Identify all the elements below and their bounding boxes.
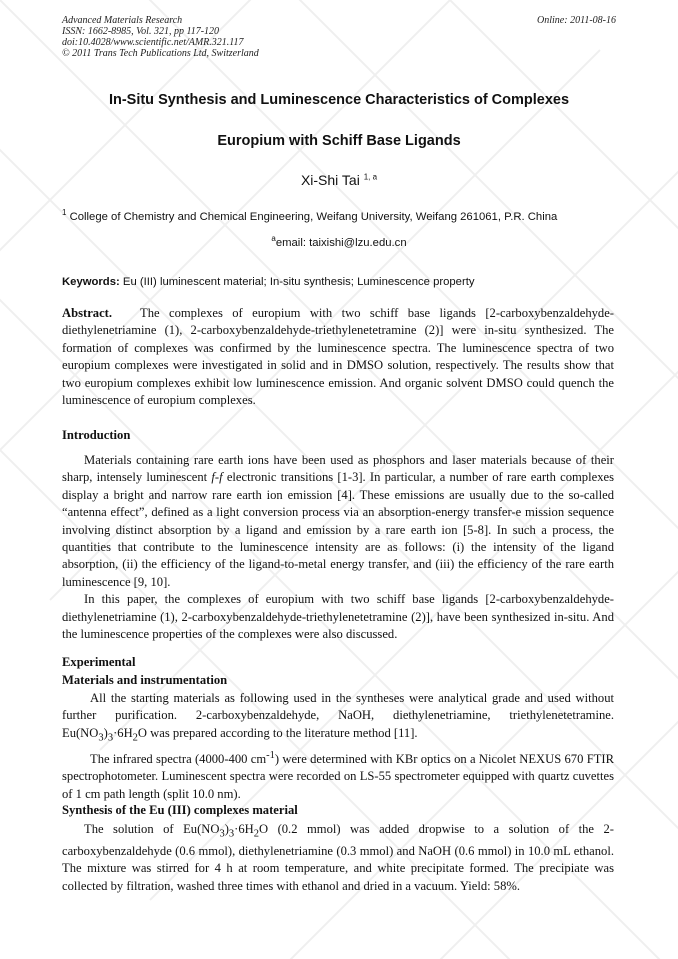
materials-paragraph-1: All the starting materials as following used in the syntheses were analytical grade and used without further purification. 2-carboxybenzaldehyde, NaOH, diethylenetriamine, triethylenetetramine. $Eu(NO_3)_3\cdot 6H_2O$ was prepared according to the literature method [11]. — [62, 691, 614, 744]
author-affiliation-marker: 1, a — [363, 172, 378, 182]
keywords-label: Keywords: — [62, 276, 120, 288]
paper-title-line-1: In-Situ Synthesis and Luminescence Characteristics of Complexes — [108, 92, 570, 108]
author-name: Xi-Shi Tai — [300, 172, 360, 188]
author-email — [62, 234, 616, 249]
abstract-label: Abstract. — [62, 306, 113, 320]
materials-subheading: Materials and instrumentation — [62, 673, 228, 687]
materials-paragraph-2: The infrared spectra (4000-400 $cm^{-1}$) were determined with KBr optics on a Nicolet NEXUS 670 FTIR spectrophotometer. Luminescent spectra were recorded on LS-55 spectrometer equipped with quartz cuvettes of 1 cm path length (split 10.0 nm). — [62, 749, 614, 801]
introduction-heading: Introduction — [62, 428, 131, 442]
synthesis-paragraph: The solution of $Eu(NO_3)_3\cdot 6H_2O$ (0.2 mmol) was added dropwise to a solution of the 2-carboxybenzaldehyde (0.6 mmol), diethylenetriamine (0.3 mmol) and NaOH (0.6 mmol) in 10.0 mL ethanol. The mixture was stirred for 4 h at room temperature, and white precipitate formed. The precipiate was collected by filtration, washed three times with ethanol and dried in a vacuum. Yield: 58%. — [62, 822, 614, 893]
author — [62, 172, 616, 188]
email-marker: a — [271, 234, 276, 243]
abstract-text: The complexes of europium with two schiff base ligands [2-carboxybenzaldehyde-diethylenetriamine (1), 2-carboxybenzaldehyde-triethylenetetramine (2)] were in-situ synthesized. The formation of complexes was confirmed by the luminescence spectra. The luminescence spectra of two europium complexes were investigated in solid and in DMSO solution, respectively. The results show that two europium complexes exhibit low luminescence emission. And organic solvent DMSO could quench the luminescence of europium complexes. — [62, 306, 615, 408]
journal-issn: ISSN: 1662-8985, Vol. 321, pp 117-120 — [62, 26, 220, 37]
journal-copyright: © 2011 Trans Tech Publications Ltd, Switzerland — [62, 48, 259, 59]
email-text: email: taixishi@lzu.edu.cn — [275, 236, 407, 249]
affiliation — [62, 208, 622, 223]
affiliation-marker: 1 — [62, 208, 67, 217]
journal-header — [62, 15, 616, 59]
experimental-heading: Experimental — [62, 655, 136, 669]
paper-title-line-2: Europium with Schiff Base Ligands — [217, 133, 461, 149]
synthesis-body — [62, 821, 614, 895]
keywords — [62, 276, 616, 288]
abstract — [62, 305, 614, 409]
keywords-text: Eu (III) luminescent material; In-situ synthesis; Luminescence property — [122, 276, 475, 288]
journal-name: Advanced Materials Research — [62, 15, 183, 26]
materials-body — [62, 690, 614, 803]
journal-doi: doi:10.4028/www.scientific.net/AMR.321.117 — [62, 37, 244, 48]
introduction-paragraph-2: In this paper, the complexes of europium with two schiff base ligands [2-carboxybenzaldehyde-diethylenetriamine (1), 2-carboxybenzaldehyde-triethylenetetramine (2)], have been synthesized in-situ. And the luminescence properties of the complexes were also discussed. — [62, 592, 614, 642]
synthesis-subheading: Synthesis of the Eu (III) complexes material — [62, 803, 298, 817]
introduction-body — [62, 452, 614, 643]
introduction-paragraph-1: Materials containing rare earth ions have been used as phosphors and laser materials because of their sharp, intensely luminescent f-f electronic transitions [1-3]. In particular, a number of rare earth complexes display a bright and narrow rare earth ion emission [4]. These emissions are usually due to the so-called “antenna effect”, defined as a light conversion process via an absorption-energy transfer-e mission sequence involving distinct absorption by a ligand and emission by a rare earth ion [5-8]. In such a process, the quantities that contribute to the luminescence intensity are as follows: (i) the intensity of the ligand absorption, (ii) the efficiency of the ligand-to-metal energy transfer, and (iii) the efficiency of the rare earth luminescence [9, 10]. — [62, 453, 614, 589]
affiliation-text: College of Chemistry and Chemical Engineering, Weifang University, Weifang 261061, P.R. China — [69, 210, 558, 223]
online-date: Online: 2011-08-16 — [537, 15, 616, 26]
